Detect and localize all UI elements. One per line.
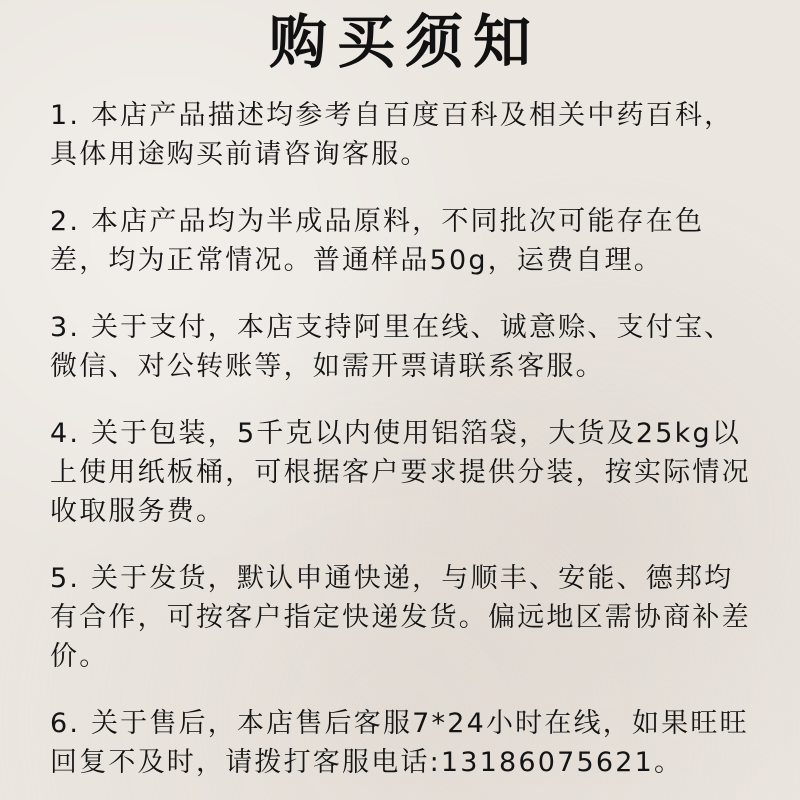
page-title: 购买须知 — [268, 8, 541, 76]
notice-text: 1. 本店产品描述均参考自百度百科及相关中药百科，具体用途购买前请咨询客服。 — [50, 100, 734, 170]
notice-list — [50, 96, 760, 782]
notice-item-3 — [50, 308, 760, 386]
notice-text: 2. 本店产品均为半成品原料，不同批次可能存在色差，均为正常情况。普通样品50g，运费自理。 — [50, 206, 705, 276]
notice-item-4 — [50, 414, 760, 531]
notice-item-6 — [50, 704, 760, 782]
notice-text: 5. 关于发货，默认申通快递，与顺丰、安能、德邦均有合作，可按客户指定快递发货。偏远地区需协商补差价。 — [50, 563, 751, 672]
notice-text: 4. 关于包装，5千克以内使用铝箔袋，大货及25kg以上使用纸板桶，可根据客户要求提供分装，按实际情况收取服务费。 — [50, 418, 751, 527]
notice-text: 6. 关于售后，本店售后客服7*24小时在线，如果旺旺回复不及时，请拨打客服电话:13186075621。 — [50, 708, 749, 778]
notice-item-1 — [50, 96, 760, 174]
notice-item-5 — [50, 559, 760, 676]
notice-text: 3. 关于支付，本店支持阿里在线、诚意赊、支付宝、微信、对公转账等，如需开票请联系客服。 — [50, 312, 734, 382]
notice-page — [0, 10, 800, 800]
notice-item-2 — [50, 202, 760, 280]
